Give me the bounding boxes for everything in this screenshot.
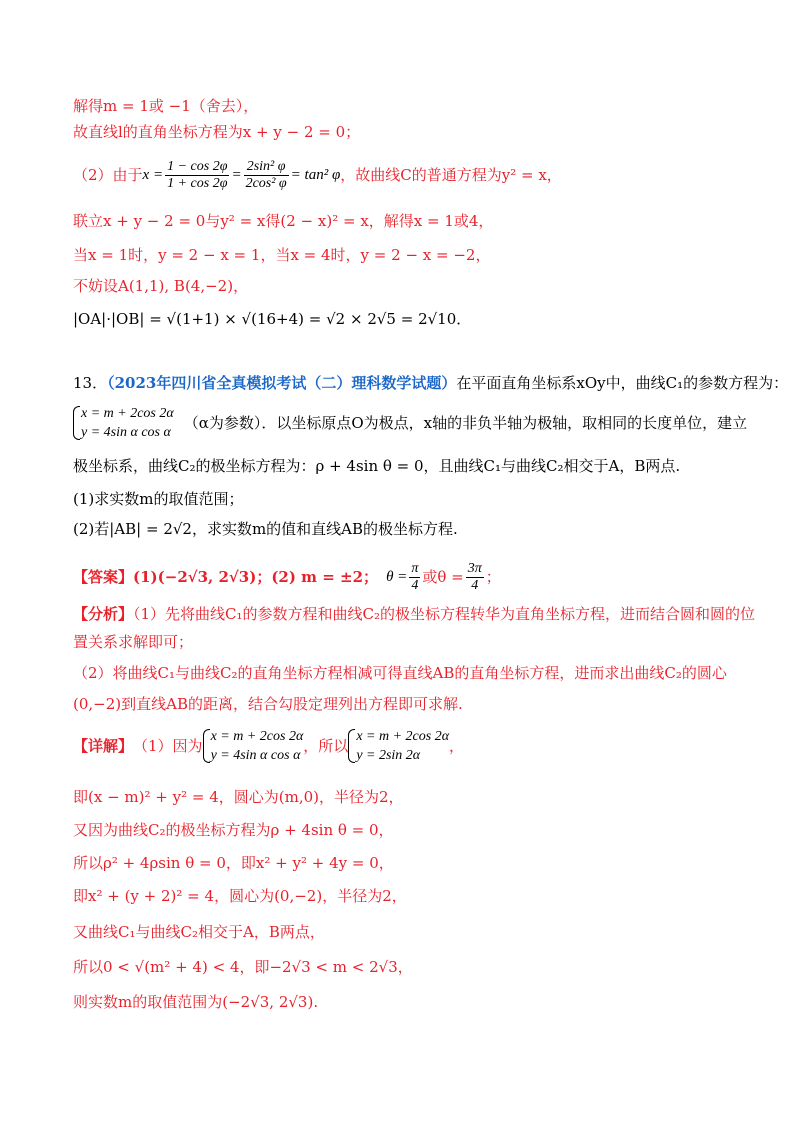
detail-system-1-y: y = 4sin α cos α [210, 748, 301, 763]
answer-or: 或θ = [422, 568, 464, 586]
detail-line-1 [73, 722, 464, 770]
analysis-label: 【分析】 [73, 605, 134, 623]
fraction-pi-4-denominator: 4 [411, 577, 419, 593]
solution-line-m-value: 解得m = 1或 −1（舍去）， [73, 97, 259, 115]
answer-line [73, 557, 501, 597]
solution-line-intersection: 联立x + y − 2 = 0与y² = x得(2 − x)² = x，解得x = 1或4， [73, 212, 494, 230]
detail-line-polar-c2: 又因为曲线C₂的极坐标方程为ρ + 4sin θ = 0， [73, 821, 394, 839]
curve-c-equation: ，故曲线C的普通方程为y² = x， [340, 166, 562, 184]
detail-system-1 [203, 727, 304, 765]
detail-system-2-x: x = m + 2cos 2α [356, 729, 450, 744]
question-13-polar: 极坐标系，曲线C₂的极坐标方程为：ρ + 4sin θ = 0，且曲线C₁与曲线C₂相交于A，B两点. [73, 457, 681, 475]
detail-comma: ， [449, 737, 465, 755]
answer-theta1: θ = [386, 569, 408, 585]
question-13-part2: (2)若|AB| = 2√2，求实数m的值和直线AB的极坐标方程. [73, 520, 458, 538]
tan-result: = tan² φ [290, 167, 341, 183]
detail-line-range: 则实数m的取值范围为(−2√3, 2√3). [73, 993, 319, 1011]
param-eq-x: x = m + 2cos 2α [81, 406, 174, 421]
fraction-3pi-4 [466, 561, 484, 594]
analysis-text-1: （1）先将曲线C₁的参数方程和曲线C₂的极坐标方程转华为直角坐标方程，进而结合圆和圆的位 [133, 605, 756, 623]
parametric-system [73, 404, 174, 442]
fraction-sin-numerator: 2sin² φ [244, 159, 289, 176]
question-13-parametric [73, 400, 747, 446]
detail-line-intersect: 又曲线C₁与曲线C₂相交于A，B两点， [73, 923, 325, 941]
detail-label: 【详解】 [73, 737, 134, 755]
detail-line-circle-c1: 即(x − m)² + y² = 4，圆心为(m,0)，半径为2， [73, 788, 404, 806]
detail-system-2-y: y = 2sin 2α [356, 748, 421, 763]
question-source: （2023年四川省全真模拟考试（二）理科数学试题） [107, 374, 457, 392]
detail-because: （1）因为 [133, 737, 203, 755]
solution-line-values: 当x = 1时，y = 2 − x = 1，当x = 4时，y = 2 − x = −2， [73, 246, 491, 264]
question-number: 13． [73, 374, 108, 392]
detail-therefore: ，所以 [303, 737, 349, 755]
answer-part1: (1)(−2√3, 2√3)；(2) m = ±2； [133, 568, 379, 586]
solution-line-curve-c [73, 155, 562, 195]
detail-line-inequality: 所以0 < √(m² + 4) < 4，即−2√3 < m < 2√3， [73, 958, 413, 976]
detail-system-2 [348, 727, 449, 765]
question-13-header [73, 372, 788, 394]
fraction-3pi-4-numerator: 3π [467, 560, 482, 576]
question-13-part1: (1)求实数m的取值范围； [73, 490, 244, 508]
solution-line-points: 不妨设A(1,1), B(4,−2)， [73, 277, 249, 295]
fraction-sin-denominator: 2cos² φ [245, 175, 287, 191]
param-eq-y: y = 4sin α cos α [81, 425, 171, 440]
detail-line-circle-c2: 即x² + (y + 2)² = 4，圆心为(0,−2)，半径为2， [73, 887, 407, 905]
fraction-pi-4 [409, 561, 420, 594]
equals-sign: = [231, 167, 242, 183]
fraction-cos [165, 159, 229, 192]
solution-line-line-equation: 故直线l的直角坐标方程为x + y − 2 = 0； [73, 123, 361, 141]
part2-label: （2）由于 [73, 166, 143, 184]
detail-system-1-x: x = m + 2cos 2α [210, 729, 304, 744]
detail-line-convert: 所以ρ² + 4ρsin θ = 0，即x² + y² + 4y = 0， [73, 854, 394, 872]
param-description: （α为参数）．以坐标原点O为极点，x轴的非负半轴为极轴，取相同的长度单位，建立 [183, 414, 748, 432]
answer-end: ； [485, 568, 501, 586]
fraction-sin [244, 159, 289, 192]
fraction-pi-4-numerator: π [411, 560, 419, 576]
analysis-line-1 [73, 603, 755, 625]
solution-line-product: |OA|·|OB| = √(1+1) × √(16+4) = √2 × 2√5 = 2√10． [73, 310, 472, 328]
fraction-cos-numerator: 1 − cos 2φ [167, 158, 228, 174]
analysis-line-2: 置关系求解即可； [73, 633, 194, 651]
analysis-line-3: （2）将曲线C₁与曲线C₂的直角坐标方程相减可得直线AB的直角坐标方程，进而求出曲线C₂的圆心 [73, 664, 727, 682]
question-intro: 在平面直角坐标系xOy中，曲线C₁的参数方程为： [456, 374, 789, 392]
x-eq: x = [142, 167, 164, 183]
analysis-line-4: (0,−2)到直线AB的距离，结合勾股定理列出方程即可求解. [73, 695, 463, 713]
fraction-cos-denominator: 1 + cos 2φ [167, 175, 228, 191]
fraction-3pi-4-denominator: 4 [471, 577, 479, 593]
answer-label: 【答案】 [73, 568, 134, 586]
